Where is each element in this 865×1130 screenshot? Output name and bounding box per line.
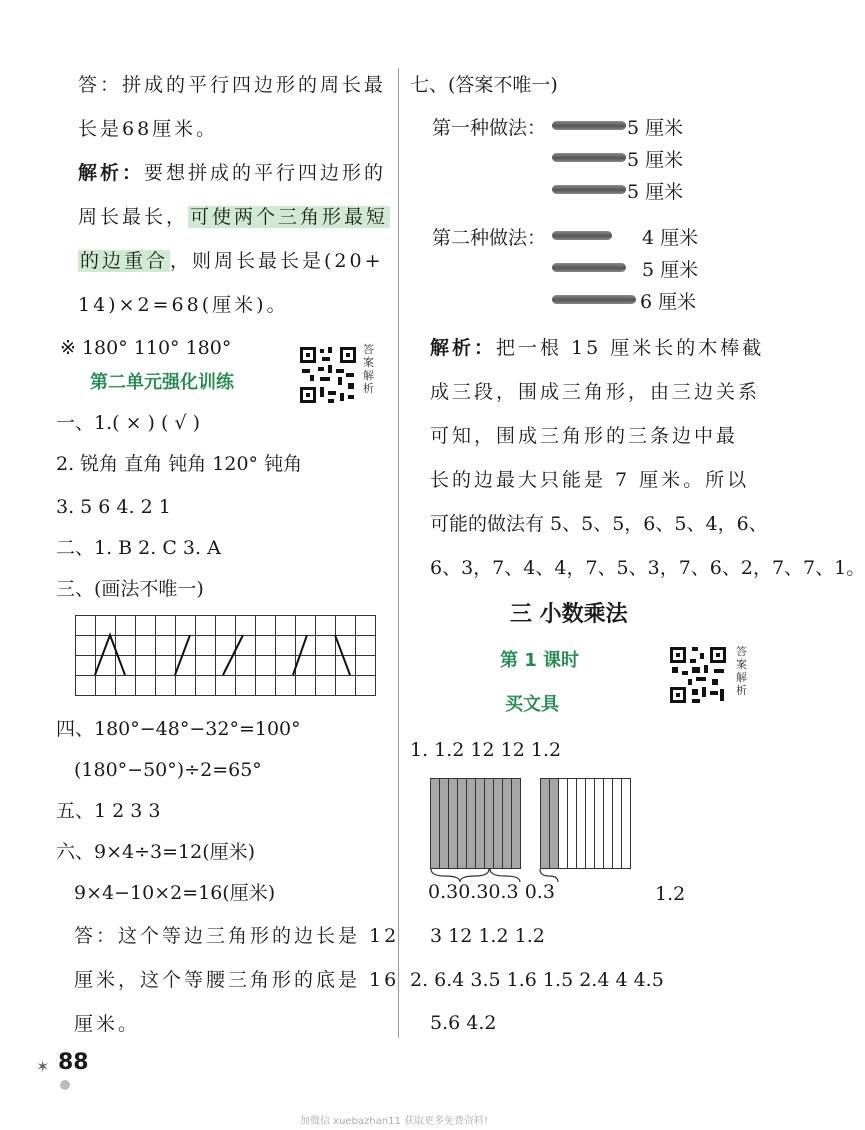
answer-line-1: 答：拼成的平行四边形的周长最 bbox=[78, 74, 387, 96]
section-6-line-2: 9×4−10×2=16(厘米) bbox=[74, 882, 276, 904]
method-1-label: 第一种做法： bbox=[432, 117, 547, 139]
explanation-line-3: 的边重合 ，则周长最长是(20+ bbox=[80, 250, 384, 272]
right-explanation-line-6: 6、3，7、4、4，7、5、3，7、6、2，7、7、1。 bbox=[430, 557, 865, 579]
question-2-line-1: 2. 6.4 3.5 1.6 1.5 2.4 4 4.5 bbox=[410, 969, 664, 991]
method-1-stick-3: 5 厘米 bbox=[627, 181, 684, 203]
stick-icon bbox=[552, 185, 626, 194]
section-3: 三、(画法不唯一) bbox=[56, 578, 204, 600]
stick-icon bbox=[552, 153, 626, 162]
section-1-line-3: 3. 5 6 4. 2 1 bbox=[56, 496, 171, 518]
right-explanation-line-4: 长的边最大只能是 7 厘米。所以 bbox=[430, 469, 750, 491]
section-7: 七、(答案不唯一) bbox=[410, 74, 558, 96]
method-1-stick-1: 5 厘米 bbox=[627, 117, 684, 139]
section-6-line-4: 厘米，这个等腰三角形的底是 16 bbox=[74, 969, 400, 991]
star-icon: ✶ bbox=[36, 1057, 50, 1076]
explanation-line-4: 14)×2=68(厘米)。 bbox=[78, 294, 289, 316]
stick-icon bbox=[552, 295, 636, 304]
section-2: 二、1. B 2. C 3. A bbox=[56, 537, 221, 559]
method-2-label: 第二种做法： bbox=[432, 227, 547, 249]
strip-labels: 0.30.30.3 0.3 bbox=[428, 881, 555, 903]
highlighted-text: 可使两个三角形最短 bbox=[190, 206, 389, 228]
angle-answers: ※ 180° 110° 180° bbox=[60, 337, 232, 359]
qr-code-icon bbox=[668, 645, 728, 705]
answer-line-2: 长是68厘米。 bbox=[78, 118, 219, 140]
highlighted-text: 的边重合 bbox=[80, 250, 169, 272]
page-number: 88 bbox=[58, 1050, 89, 1075]
section-6-line-3: 答：这个等边三角形的边长是 12 bbox=[74, 925, 400, 947]
right-explanation-line-5: 可能的做法有 5、5、5，6、5、4，6、 bbox=[430, 513, 768, 535]
column-divider bbox=[398, 68, 399, 1038]
dot-decoration bbox=[60, 1080, 70, 1090]
lesson-title: 第 1 课时 bbox=[500, 650, 580, 671]
section-6-line-5: 厘米。 bbox=[74, 1013, 141, 1035]
decimal-strips-figure bbox=[430, 778, 636, 870]
section-1-line-1: 一、1.( × ) ( √ ) bbox=[56, 412, 201, 434]
qr-code-icon bbox=[298, 345, 358, 405]
right-explanation-line-1: 解析：把一根 15 厘米长的木棒截 bbox=[430, 337, 765, 359]
question-1-row-2: 3 12 1.2 1.2 bbox=[430, 925, 545, 947]
stick-icon bbox=[552, 231, 612, 240]
right-explanation-line-2: 成三段，围成三角形，由三边关系 bbox=[430, 381, 761, 403]
stick-icon bbox=[552, 263, 626, 272]
section-1-line-2: 2. 锐角 直角 钝角 120° 钝角 bbox=[56, 453, 303, 475]
right-explanation-line-3: 可知，围成三角形的三条边中最 bbox=[430, 425, 739, 447]
question-1: 1. 1.2 12 12 1.2 bbox=[410, 739, 562, 761]
section-4-line-1: 四、180°−48°−32°=100° bbox=[56, 718, 301, 740]
stick-icon bbox=[552, 121, 626, 130]
section-6-line-1: 六、9×4÷3=12(厘米) bbox=[56, 841, 256, 863]
method-1-stick-2: 5 厘米 bbox=[627, 149, 684, 171]
triangle-drawing-grid bbox=[75, 615, 377, 697]
strip-total: 1.2 bbox=[655, 883, 686, 905]
unit-title: 第二单元强化训练 bbox=[90, 372, 234, 393]
method-2-stick-1: 4 厘米 bbox=[642, 227, 699, 249]
method-2-stick-3: 6 厘米 bbox=[640, 291, 697, 313]
qr-label: 答案解析 bbox=[363, 343, 374, 395]
qr-label: 答案解析 bbox=[736, 645, 747, 697]
lesson-subtitle: 买文具 bbox=[505, 694, 559, 715]
explanation-line-1: 解析：要想拼成的平行四边形的 bbox=[78, 162, 387, 184]
chapter-title: 三 小数乘法 bbox=[510, 602, 628, 627]
method-2-stick-2: 5 厘米 bbox=[642, 259, 699, 281]
explanation-label: 解析： bbox=[78, 162, 145, 184]
section-5: 五、1 2 3 3 bbox=[56, 800, 161, 822]
question-2-line-2: 5.6 4.2 bbox=[430, 1012, 497, 1034]
footer-watermark: 加微信 xuebazhan11 获取更多免费资料! bbox=[300, 1116, 489, 1127]
section-4-line-2: (180°−50°)÷2=65° bbox=[74, 759, 262, 781]
explanation-line-2: 周长最长， 可使两个三角形最短 bbox=[78, 206, 389, 228]
